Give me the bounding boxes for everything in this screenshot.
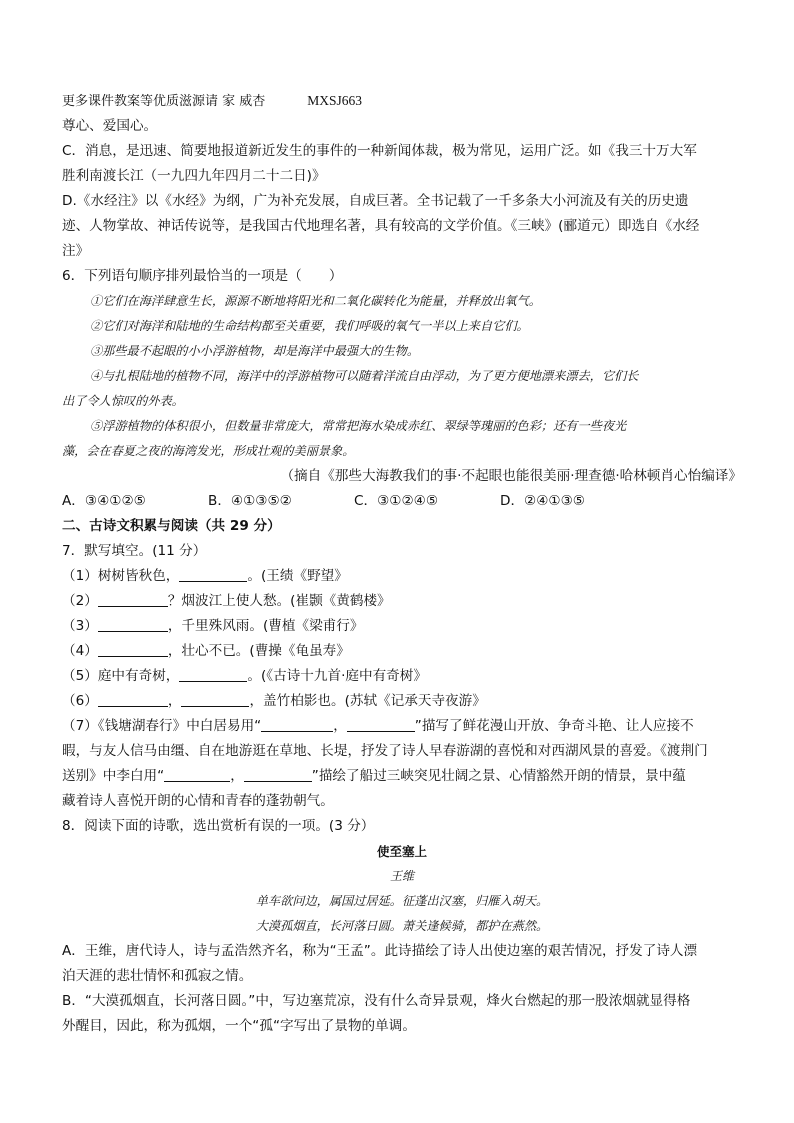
item-source: 。(王绩《野望》: [247, 568, 348, 584]
fill-item-6: [62, 689, 742, 714]
text-line: 泊天涯的悲壮情怀和孤寂之情。: [62, 968, 253, 984]
item-text: 送别》中李白用“: [62, 768, 165, 784]
answer-blank[interactable]: [98, 642, 168, 657]
item-source: 。(《古诗十九首·庭中有奇树》: [247, 668, 427, 684]
option-d-line: D.《水经注》以《水经》为纲，广为补充发展，自成巨著。全书记载了一千多条大小河流及有关的历史遗: [62, 193, 689, 209]
sentence-5-cont: 藻，会在春夏之夜的海湾发光，形成壮观的美丽景象。: [62, 444, 355, 458]
item-text: ，盖竹柏影也。(苏轼《记承天寺夜游》: [249, 693, 486, 709]
separator: ，: [230, 768, 244, 784]
option-b-line[interactable]: B．“大漠孤烟直，长河落日圆。”中，写边塞荒凉，没有什么奇异景观，烽火台燃起的那一股浓烟就显得格: [62, 993, 691, 1009]
item-text: ？烟波江上使人愁。(崔颢《黄鹤楼》: [167, 593, 391, 609]
poem-author: 王维: [389, 869, 414, 883]
poem-line: 单车欲问边，属国过居延。征蓬出汉塞，归雁入胡天。: [255, 894, 549, 908]
separator: ，: [167, 693, 182, 709]
sentence-4: ④与扎根陆地的植物不同，海洋中的浮游植物可以随着洋流自由浮动，为了更方便地漂来漂去，它们长: [90, 369, 639, 383]
sentence-1: ①它们在海洋肆意生长，源源不断地将阳光和二氧化碳转化为能量，并释放出氧气。: [90, 294, 541, 308]
text-line: 注》: [62, 243, 90, 259]
answer-blank[interactable]: [347, 717, 415, 732]
text-line: 暇，与友人信马由缰、自在地游逛在草地、长堤，抒发了诗人早春游湖的喜悦和对西湖风景的喜爱。《渡荆门: [62, 743, 708, 759]
text-line: 藏着诗人喜悦开朗的心情和青春的蓬勃朝气。: [62, 793, 334, 809]
fill-item-4: [62, 639, 742, 664]
item-text: ”描绘了船过三峡突见壮阔之景、心情豁然开朗的情景，景中蕴: [311, 768, 686, 784]
sentence-3: ③那些最不起眼的小小浮游植物，却是海洋中最强大的生物。: [90, 344, 420, 358]
poem-line: 大漠孤烟直，长河落日圆。萧关逢候骑，都护在燕然。: [255, 919, 549, 933]
item-label: （4）: [62, 643, 98, 659]
item-label: （6）: [62, 693, 98, 709]
question-6-stem: 6．下列语句顺序排列最恰当的一项是（ ）: [62, 268, 343, 284]
fill-item-3: [62, 614, 742, 639]
option-c[interactable]: C．③①②④⑤: [354, 493, 439, 509]
item-label: （3）: [62, 618, 98, 634]
answer-blank[interactable]: [164, 767, 230, 782]
header-text: 更多课件教案等优质滋源请 家 威杏: [62, 94, 266, 109]
text-line: 胜利南渡长江（一九四九年四月二十二日)》: [62, 168, 326, 184]
section-2-heading: 二、古诗文积累与阅读（共 29 分）: [62, 518, 281, 534]
sentence-5: ⑤浮游植物的体积很小，但数量非常庞大，常常把海水染成赤红、翠绿等瑰丽的色彩；还有一些夜光: [90, 419, 627, 433]
fill-item-7: [62, 714, 742, 739]
item-text: ，壮心不已。(曹操《龟虽寿》: [167, 643, 350, 659]
option-b[interactable]: B．④①③⑤②: [208, 493, 292, 509]
fill-item-7-cont: [62, 764, 742, 789]
item-text: ，千里殊风雨。(曹植《梁甫行》: [167, 618, 364, 634]
item-text: （5）庭中有奇树，: [62, 668, 180, 684]
text-line: 迹、人物掌故、神话传说等，是我国古代地理名著，具有较高的文学价值。《三峡》(郦道元）即选自《水经: [62, 218, 700, 234]
text-line: 尊心、爱国心。: [62, 118, 158, 134]
text-line: 外醒目，因此，称为孤烟，一个“孤“字写出了景物的单调。: [62, 1018, 416, 1034]
sentence-2: ②它们对海洋和陆地的生命结构都至关重要，我们呼吸的氧气一半以上来自它们。: [90, 319, 529, 333]
sentence-4-cont: 出了令人惊叹的外表。: [62, 394, 184, 408]
item-label: （2）: [62, 593, 98, 609]
fill-item-5: [62, 664, 742, 689]
item-text: ”描写了鲜花漫山开放、争奇斗艳、让人应接不: [414, 718, 694, 734]
answer-blank[interactable]: [179, 667, 247, 682]
question-8-stem: 8．阅读下面的诗歌，选出赏析有误的一项。(3 分）: [62, 818, 375, 834]
separator: ，: [333, 718, 347, 734]
source-citation: （摘自《那些大海教我们的事·不起眼也能很美丽·理查德·哈林顿肖心怡编译》: [280, 468, 742, 484]
option-a[interactable]: A．③④①②⑤: [62, 493, 146, 509]
question-6-options: [62, 489, 742, 514]
fill-item-1: [62, 564, 742, 589]
answer-blank[interactable]: [244, 767, 312, 782]
answer-blank[interactable]: [98, 617, 168, 632]
header-code: MXSJ663: [307, 93, 363, 108]
answer-blank[interactable]: [261, 717, 333, 732]
fill-item-2: [62, 589, 742, 614]
question-7-stem: 7．默写填空。(11 分）: [62, 543, 207, 559]
item-text: （7）《钱塘湖春行》中白居易用“: [62, 718, 262, 734]
page-header: [62, 88, 742, 114]
answer-blank[interactable]: [98, 592, 168, 607]
answer-blank[interactable]: [181, 692, 249, 707]
item-text: （1）树树皆秋色，: [62, 568, 180, 584]
option-c-line: C．消息，是迅速、简要地报道新近发生的事件的一种新闻体裁，极为常见，运用广泛。如《我三十万大军: [62, 143, 697, 159]
document-page: [62, 88, 742, 1039]
answer-blank[interactable]: [98, 692, 168, 707]
option-a-line[interactable]: A．王维，唐代诗人，诗与孟浩然齐名，称为“王孟”。此诗描绘了诗人出使边塞的艰苦情况，抒发了诗人漂: [62, 943, 698, 959]
option-d[interactable]: D．②④①③⑤: [500, 493, 585, 509]
answer-blank[interactable]: [179, 567, 247, 582]
poem-title: 使至塞上: [376, 844, 427, 859]
